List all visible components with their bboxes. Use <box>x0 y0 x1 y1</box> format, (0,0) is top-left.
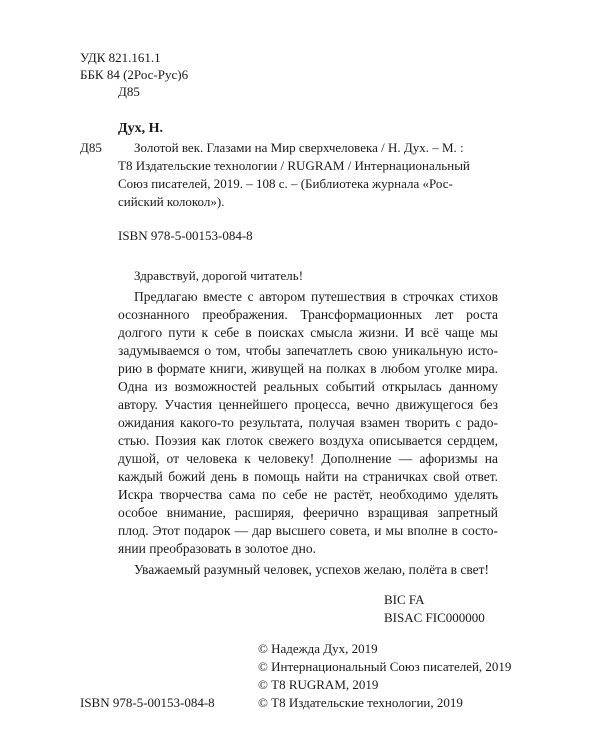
annotation-line: янии преобразовать в золотое дно. <box>118 541 316 556</box>
annotation-line: автору. Участия ценнейшего процесса, вечно движущегося без <box>118 397 498 412</box>
catalog-description-line: Золотой век. Глазами на Мир сверхчеловека / Н. Дух. – М. : <box>134 140 464 155</box>
annotation-line: рию в формате книги, живущей на полках в любом уголке мира. <box>118 361 498 376</box>
annotation-line: задумываемся о том, чтобы запечатлеть свою уникальную исто- <box>118 343 498 358</box>
annotation-line: особое внимание, расширяя, феерично взращивая запретный <box>118 505 498 520</box>
catalog-author: Дух, Н. <box>118 121 164 136</box>
bic-code: BIC FA <box>384 592 425 607</box>
annotation-greeting: Здравствуй, дорогой читатель! <box>134 268 304 283</box>
catalog-description-line: Союз писателей, 2019. – 108 с. – (Библиотека журнала «Рос- <box>118 176 453 191</box>
annotation-line: Одна из возможностей реальных событий открылась данному <box>118 379 498 394</box>
copyright-line: © Надежда Дух, 2019 <box>258 641 378 656</box>
annotation-line: Искра творчества сама по себе не растёт, необходимо уделять <box>118 487 498 502</box>
annotation-line: душой, от человека к человеку! Дополнение — афоризмы на <box>118 451 498 466</box>
copyright-line: © Интернациональный Союз писателей, 2019 <box>258 659 512 674</box>
bisac-code: BISAC FIC000000 <box>384 610 485 625</box>
annotation-line: осознанного преображения. Трансформационных лет роста <box>118 307 498 322</box>
annotation-line: долгого пути к себе в поисках смысла жизни. И всё чаще мы <box>118 325 498 340</box>
catalog-description-line: сийский колокол»). <box>118 194 225 209</box>
copyright-line: © Т8 Издательские технологии, 2019 <box>258 695 463 710</box>
catalog-isbn: ISBN 978-5-00153-084-8 <box>118 228 253 243</box>
annotation-closing: Уважаемый разумный человек, успехов желаю, полёта в свет! <box>134 562 490 577</box>
annotation-line: ожидания какого-то результата, получая взамен творить с радо- <box>118 415 498 430</box>
bbk-code: ББК 84 (2Рос-Рус)6 <box>80 67 189 82</box>
footer-isbn: ISBN 978-5-00153-084-8 <box>80 695 215 710</box>
catalog-mark: Д85 <box>80 140 102 155</box>
author-mark: Д85 <box>118 84 140 99</box>
annotation-line: каждый божий день в помощь найти на страничках свой ответ. <box>118 469 498 484</box>
annotation-line: стью. Поэзия как глоток свежего воздуха описывается сердцем, <box>118 433 498 448</box>
annotation-line: плод. Этот подарок — дар высшего совета, и мы вполне в состо- <box>118 523 498 538</box>
annotation-line: Предлагаю вместе с автором путешествия в строчках стихов <box>134 289 498 304</box>
catalog-description-line: Т8 Издательские технологии / RUGRAM / Интернациональный <box>118 158 470 173</box>
copyright-line: © Т8 RUGRAM, 2019 <box>258 677 379 692</box>
udk-code: УДК 821.161.1 <box>80 50 161 65</box>
